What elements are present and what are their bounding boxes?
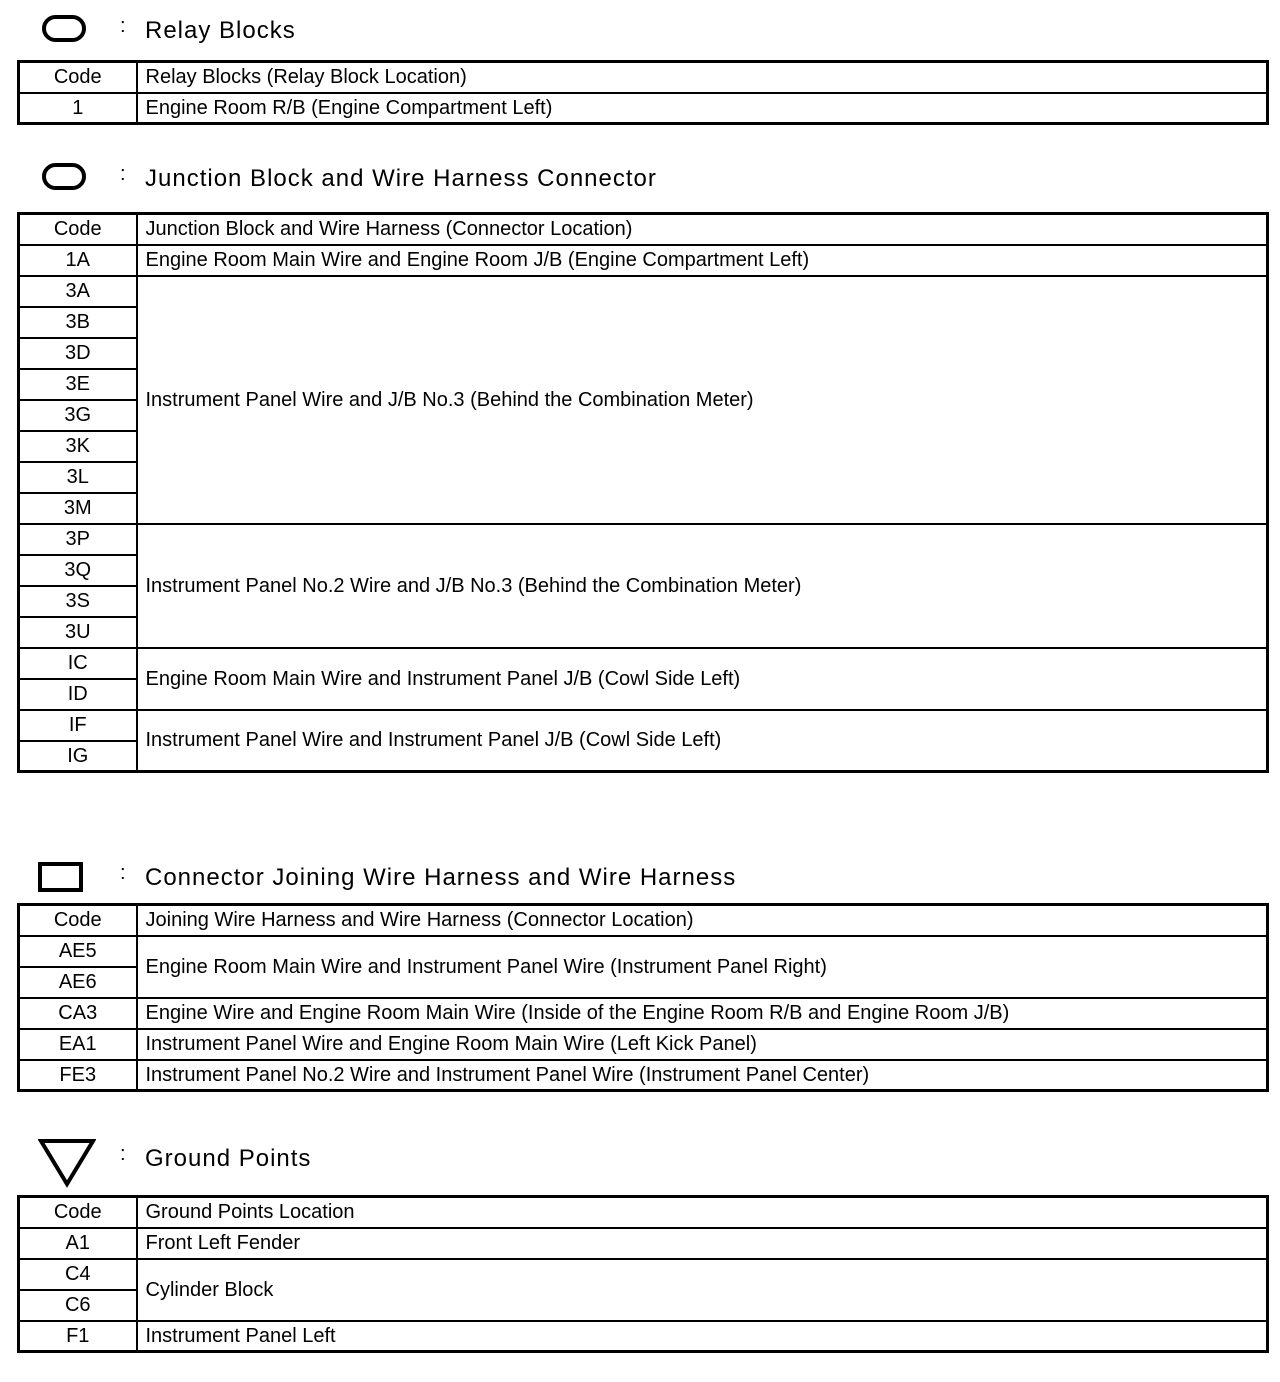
connector-joining-header <box>0 857 1280 897</box>
desc-cell: Engine Room Main Wire and Instrument Panel Wire (Instrument Panel Right) <box>137 936 1268 998</box>
desc-header: Ground Points Location <box>137 1197 1268 1228</box>
desc-cell: Engine Wire and Engine Room Main Wire (Inside of the Engine Room R/B and Engine Room J/B) <box>137 998 1268 1029</box>
table-header-row <box>19 1197 1268 1228</box>
code-cell: 3U <box>19 617 137 648</box>
desc-cell: Front Left Fender <box>137 1228 1268 1259</box>
relay-blocks-table <box>17 60 1269 125</box>
table-row <box>19 245 1268 276</box>
code-cell: AE6 <box>19 967 137 998</box>
code-cell: 1 <box>19 93 137 124</box>
relay-block-symbol-icon <box>42 15 86 42</box>
relay-blocks-title: Relay Blocks <box>145 17 296 44</box>
relay-colon: : <box>120 15 126 37</box>
table-row <box>19 936 1268 967</box>
code-cell: 3A <box>19 276 137 307</box>
desc-cell: Instrument Panel Wire and Instrument Panel J/B (Cowl Side Left) <box>137 710 1268 772</box>
desc-cell: Instrument Panel No.2 Wire and J/B No.3 (Behind the Combination Meter) <box>137 524 1268 648</box>
table-header-row <box>19 62 1268 93</box>
table-header-row <box>19 905 1268 936</box>
code-cell: 3M <box>19 493 137 524</box>
table-row <box>19 1228 1268 1259</box>
desc-cell: Cylinder Block <box>137 1259 1268 1321</box>
code-cell: IC <box>19 648 137 679</box>
desc-header: Joining Wire Harness and Wire Harness (Connector Location) <box>137 905 1268 936</box>
code-cell: A1 <box>19 1228 137 1259</box>
table-row <box>19 276 1268 307</box>
code-cell: 3L <box>19 462 137 493</box>
code-cell: 3Q <box>19 555 137 586</box>
relay-blocks-header <box>0 10 1280 50</box>
junction-block-symbol-icon <box>42 163 86 190</box>
connector-joining-title: Connector Joining Wire Harness and Wire Harness <box>145 864 737 891</box>
code-cell: 3G <box>19 400 137 431</box>
code-cell: AE5 <box>19 936 137 967</box>
table-row <box>19 524 1268 555</box>
code-cell: 3P <box>19 524 137 555</box>
code-cell: C4 <box>19 1259 137 1290</box>
code-cell: IG <box>19 741 137 772</box>
code-cell: 1A <box>19 245 137 276</box>
code-cell: 3S <box>19 586 137 617</box>
ground-colon: : <box>120 1143 126 1165</box>
code-cell: 3K <box>19 431 137 462</box>
table-header-row <box>19 214 1268 245</box>
junction-block-header <box>0 158 1280 198</box>
code-cell: ID <box>19 679 137 710</box>
table-row <box>19 998 1268 1029</box>
desc-cell: Instrument Panel No.2 Wire and Instrument Panel Wire (Instrument Panel Center) <box>137 1060 1268 1091</box>
ground-points-title: Ground Points <box>145 1145 312 1172</box>
table-row <box>19 1321 1268 1352</box>
code-cell: F1 <box>19 1321 137 1352</box>
desc-cell: Instrument Panel Wire and Engine Room Main Wire (Left Kick Panel) <box>137 1029 1268 1060</box>
code-cell: FE3 <box>19 1060 137 1091</box>
code-cell: CA3 <box>19 998 137 1029</box>
code-cell: 3D <box>19 338 137 369</box>
junction-block-title: Junction Block and Wire Harness Connector <box>145 165 657 192</box>
code-cell: C6 <box>19 1290 137 1321</box>
junction-colon: : <box>120 163 126 185</box>
connector-colon: : <box>120 862 126 884</box>
ground-points-table <box>17 1195 1269 1353</box>
table-row <box>19 648 1268 679</box>
code-header: Code <box>19 214 137 245</box>
ground-points-header <box>0 1138 1280 1178</box>
connector-joining-table <box>17 903 1269 1092</box>
table-row <box>19 1259 1268 1290</box>
code-cell: IF <box>19 710 137 741</box>
table-row <box>19 1029 1268 1060</box>
code-header: Code <box>19 62 137 93</box>
desc-cell: Engine Room R/B (Engine Compartment Left) <box>137 93 1268 124</box>
code-header: Code <box>19 905 137 936</box>
desc-header: Junction Block and Wire Harness (Connector Location) <box>137 214 1268 245</box>
table-row <box>19 1060 1268 1091</box>
code-cell: 3B <box>19 307 137 338</box>
desc-cell: Engine Room Main Wire and Instrument Panel J/B (Cowl Side Left) <box>137 648 1268 710</box>
desc-cell: Instrument Panel Wire and J/B No.3 (Behind the Combination Meter) <box>137 276 1268 524</box>
connector-symbol-icon <box>38 862 83 892</box>
table-row <box>19 93 1268 124</box>
desc-cell: Engine Room Main Wire and Engine Room J/B (Engine Compartment Left) <box>137 245 1268 276</box>
ground-point-triangle-icon <box>38 1138 96 1188</box>
code-header: Code <box>19 1197 137 1228</box>
desc-cell: Instrument Panel Left <box>137 1321 1268 1352</box>
code-cell: 3E <box>19 369 137 400</box>
junction-block-table <box>17 212 1269 773</box>
desc-header: Relay Blocks (Relay Block Location) <box>137 62 1268 93</box>
table-row <box>19 710 1268 741</box>
code-cell: EA1 <box>19 1029 137 1060</box>
